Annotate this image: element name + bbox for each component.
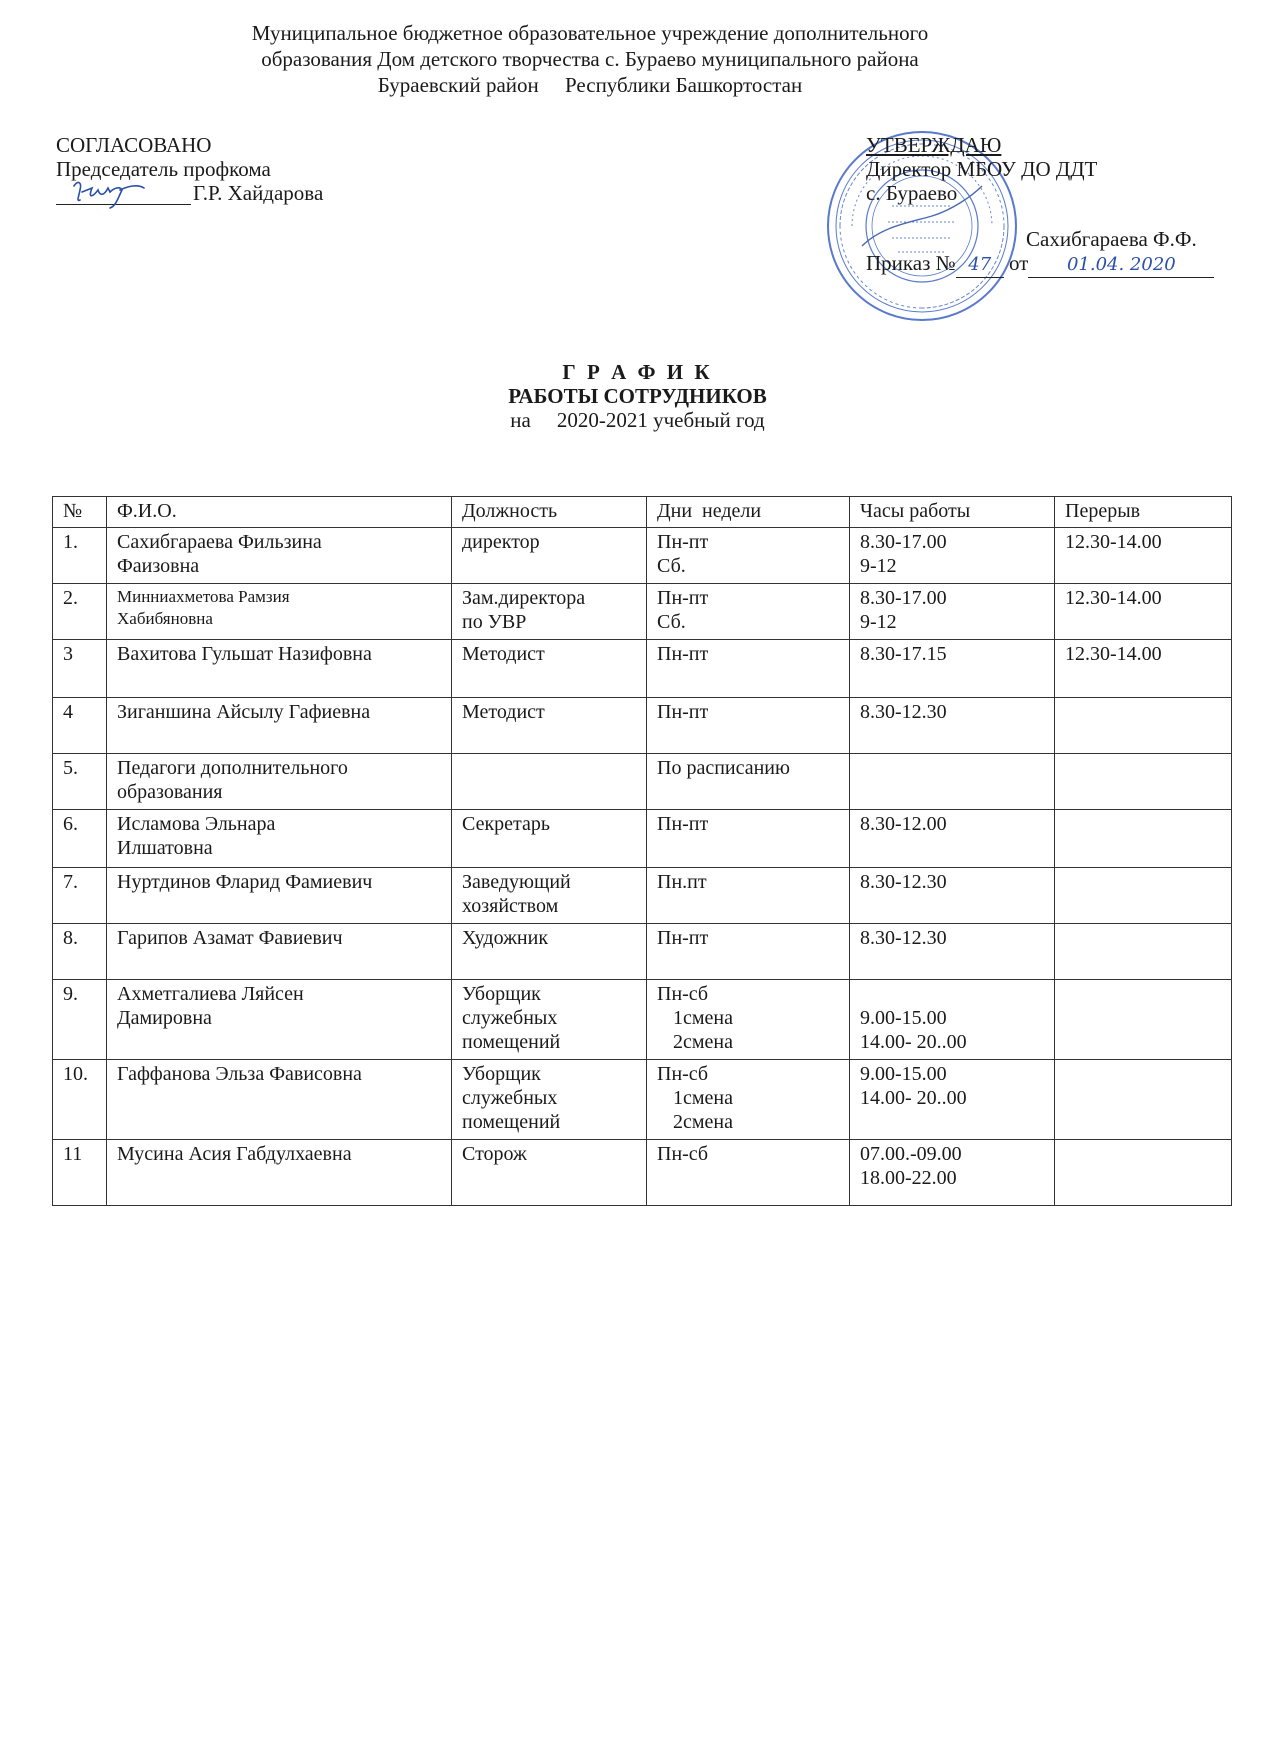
title-prefix: на xyxy=(510,408,531,432)
cell-days xyxy=(647,924,850,980)
institution-header xyxy=(180,20,1000,98)
days-line: Пн-пт xyxy=(657,587,709,609)
table-row xyxy=(53,1060,1232,1140)
name-line: Гаффанова Эльза Фависовна xyxy=(117,1063,362,1085)
cell-number: 8. xyxy=(53,924,107,980)
table-row xyxy=(53,640,1232,698)
name-line: Вахитова Гульшат Назифовна xyxy=(117,643,372,665)
cell-position xyxy=(452,698,647,754)
hours-line: 8.30-17.15 xyxy=(860,643,947,665)
agreed-signature-row xyxy=(56,181,323,205)
days-line: Пн-пт xyxy=(657,531,709,553)
cell-number: 4 xyxy=(53,698,107,754)
approved-name: Сахибгараева Ф.Ф. xyxy=(1026,227,1197,251)
position-line: помещений xyxy=(462,1031,561,1053)
days-line: Пн-пт xyxy=(657,813,709,835)
cell-position xyxy=(452,584,647,640)
cell-number: 1. xyxy=(53,528,107,584)
header-line-1: Муниципальное бюджетное образовательное учреждение дополнительного xyxy=(251,21,929,45)
cell-break xyxy=(1055,868,1232,924)
days-line: 2смена xyxy=(673,1031,733,1053)
days-line: Сб. xyxy=(657,555,686,577)
cell-full-name xyxy=(107,924,452,980)
cell-position xyxy=(452,640,647,698)
cell-hours xyxy=(850,754,1055,810)
cell-number: 3 xyxy=(53,640,107,698)
cell-break xyxy=(1055,1060,1232,1140)
cell-break xyxy=(1055,754,1232,810)
days-line: 1смена xyxy=(673,1007,733,1029)
table-row xyxy=(53,1140,1232,1206)
name-line: Дамировна xyxy=(117,1007,212,1029)
cell-break xyxy=(1055,698,1232,754)
cell-full-name xyxy=(107,868,452,924)
name-line: Зиганшина Айсылу Гафиевна xyxy=(117,701,371,723)
cell-days xyxy=(647,1060,850,1140)
hours-line: 8.30-12.30 xyxy=(860,871,947,893)
position-line: служебных xyxy=(462,1087,558,1109)
name-line: Исламова Эльнара xyxy=(117,813,276,835)
cell-number: 11 xyxy=(53,1140,107,1206)
agreed-position: Председатель профкома xyxy=(56,157,271,181)
position-line: Сторож xyxy=(462,1143,527,1165)
name-line: Ахметгалиева Ляйсен xyxy=(117,983,304,1005)
approved-place: с. Бураево xyxy=(866,181,958,205)
name-line: Педагоги дополнительного xyxy=(117,757,348,779)
hours-line: 9-12 xyxy=(860,555,897,577)
approval-agreed-block xyxy=(56,133,323,205)
cell-number: 5. xyxy=(53,754,107,810)
cell-hours xyxy=(850,1060,1055,1140)
position-line: Методист xyxy=(462,643,545,665)
col-full-name: Ф.И.О. xyxy=(107,497,452,528)
position-line: Заведующий xyxy=(462,871,571,893)
cell-position xyxy=(452,1140,647,1206)
name-line: Нуртдинов Фларид Фамиевич xyxy=(117,871,373,893)
position-line: хозяйством xyxy=(462,895,559,917)
name-line: Хабибяновна xyxy=(117,609,213,628)
cell-position xyxy=(452,754,647,810)
order-date: 01.04. 2020 xyxy=(1028,253,1214,278)
cell-position xyxy=(452,868,647,924)
days-line: Пн-сб xyxy=(657,1063,709,1085)
hours-line: 18.00-22.00 xyxy=(860,1167,957,1189)
cell-position xyxy=(452,1060,647,1140)
hours-line xyxy=(860,756,1044,780)
title-line-2: РАБОТЫ СОТРУДНИКОВ xyxy=(508,384,767,408)
approved-position: Директор МБОУ ДО ДДТ xyxy=(866,157,1098,181)
header-line-2: образования Дом детского творчества с. Бураево муниципального района xyxy=(261,47,919,71)
cell-number: 7. xyxy=(53,868,107,924)
cell-hours xyxy=(850,640,1055,698)
cell-hours xyxy=(850,698,1055,754)
cell-days xyxy=(647,810,850,868)
table-row xyxy=(53,810,1232,868)
table-row xyxy=(53,528,1232,584)
signature-line xyxy=(56,186,191,205)
order-label: Приказ № xyxy=(866,251,956,275)
cell-full-name xyxy=(107,1140,452,1206)
name-line: Фаизовна xyxy=(117,555,200,577)
cell-days xyxy=(647,868,850,924)
days-line: 1смена xyxy=(673,1087,733,1109)
table-body xyxy=(53,528,1232,1206)
hours-line: 8.30-17.00 xyxy=(860,531,947,553)
position-line: Уборщик xyxy=(462,983,541,1005)
hours-line: 9.00-15.00 xyxy=(860,1007,947,1029)
order-number: 47 xyxy=(956,253,1004,278)
position-line: Уборщик xyxy=(462,1063,541,1085)
signature-mark xyxy=(70,176,160,210)
cell-full-name xyxy=(107,754,452,810)
title-line-1: Г Р А Ф И К xyxy=(562,360,713,384)
table-row xyxy=(53,754,1232,810)
cell-break: 12.30-14.00 xyxy=(1055,640,1232,698)
approval-approved-block xyxy=(866,133,1214,278)
academic-year: 2020-2021 учебный год xyxy=(556,408,765,432)
hours-line xyxy=(860,982,1044,1006)
cell-full-name xyxy=(107,584,452,640)
position-line: Зам.директора xyxy=(462,587,586,609)
col-days: Дни недели xyxy=(647,497,850,528)
agreed-label: СОГЛАСОВАНО xyxy=(56,133,212,157)
order-from: от xyxy=(1008,251,1029,275)
hours-line: 8.30-17.00 xyxy=(860,587,947,609)
table-header-row xyxy=(53,497,1232,528)
cell-number: 6. xyxy=(53,810,107,868)
days-line: Пн.пт xyxy=(657,871,707,893)
cell-days xyxy=(647,980,850,1060)
hours-line: 8.30-12.00 xyxy=(860,813,947,835)
cell-full-name xyxy=(107,810,452,868)
cell-days xyxy=(647,584,850,640)
cell-hours xyxy=(850,924,1055,980)
approved-label: УТВЕРЖДАЮ xyxy=(866,133,1002,157)
cell-position xyxy=(452,924,647,980)
cell-position xyxy=(452,528,647,584)
col-hours: Часы работы xyxy=(850,497,1055,528)
cell-full-name xyxy=(107,528,452,584)
name-line: образования xyxy=(117,781,223,803)
days-line: 2смена xyxy=(673,1111,733,1133)
order-row xyxy=(866,251,1214,278)
days-line: Пн-пт xyxy=(657,701,709,723)
name-line: Мусина Асия Габдулхаевна xyxy=(117,1143,352,1165)
position-line: по УВР xyxy=(462,611,527,633)
cell-break: 12.30-14.00 xyxy=(1055,528,1232,584)
name-line: Сахибгараева Фильзина xyxy=(117,531,322,553)
position-line: Художник xyxy=(462,927,549,949)
name-line: Илшатовна xyxy=(117,837,213,859)
schedule-table xyxy=(52,496,1232,1206)
table-row xyxy=(53,980,1232,1060)
hours-line: 14.00- 20..00 xyxy=(860,1031,967,1053)
days-line: Сб. xyxy=(657,611,686,633)
cell-full-name xyxy=(107,1060,452,1140)
cell-full-name xyxy=(107,698,452,754)
name-line: Гарипов Азамат Фавиевич xyxy=(117,927,343,949)
cell-break xyxy=(1055,1140,1232,1206)
position-line xyxy=(462,756,636,780)
days-line: Пн-сб xyxy=(657,1143,709,1165)
table-row xyxy=(53,698,1232,754)
document-title xyxy=(0,360,1275,432)
cell-break xyxy=(1055,924,1232,980)
cell-hours xyxy=(850,1140,1055,1206)
cell-days xyxy=(647,1140,850,1206)
col-break: Перерыв xyxy=(1055,497,1232,528)
name-line: Минниахметова Рамзия xyxy=(117,587,290,606)
cell-break: 12.30-14.00 xyxy=(1055,584,1232,640)
cell-hours xyxy=(850,980,1055,1060)
col-number: № xyxy=(53,497,107,528)
hours-line: 8.30-12.30 xyxy=(860,701,947,723)
cell-hours xyxy=(850,868,1055,924)
cell-days xyxy=(647,698,850,754)
cell-hours xyxy=(850,584,1055,640)
cell-hours xyxy=(850,810,1055,868)
header-line-3: Бураевский район Республики Башкортостан xyxy=(377,73,803,97)
cell-days xyxy=(647,754,850,810)
cell-position xyxy=(452,810,647,868)
cell-number: 2. xyxy=(53,584,107,640)
hours-line: 07.00.-09.00 xyxy=(860,1143,962,1165)
position-line: директор xyxy=(462,531,540,553)
days-line: Пн-пт xyxy=(657,927,709,949)
cell-full-name xyxy=(107,980,452,1060)
hours-line: 8.30-12.30 xyxy=(860,927,947,949)
table-row xyxy=(53,584,1232,640)
cell-hours xyxy=(850,528,1055,584)
hours-line: 14.00- 20..00 xyxy=(860,1087,967,1109)
position-line: помещений xyxy=(462,1111,561,1133)
days-line: Пн-сб xyxy=(657,983,709,1005)
col-position: Должность xyxy=(452,497,647,528)
position-line: служебных xyxy=(462,1007,558,1029)
cell-days xyxy=(647,528,850,584)
position-line: Методист xyxy=(462,701,545,723)
cell-position xyxy=(452,980,647,1060)
days-line: По расписанию xyxy=(657,757,790,779)
cell-full-name xyxy=(107,640,452,698)
title-line-3 xyxy=(0,408,1275,432)
cell-number: 10. xyxy=(53,1060,107,1140)
position-line: Секретарь xyxy=(462,813,551,835)
table-row xyxy=(53,868,1232,924)
hours-line: 9.00-15.00 xyxy=(860,1063,947,1085)
cell-break xyxy=(1055,980,1232,1060)
cell-break xyxy=(1055,810,1232,868)
cell-number: 9. xyxy=(53,980,107,1060)
cell-days xyxy=(647,640,850,698)
hours-line: 9-12 xyxy=(860,611,897,633)
table-row xyxy=(53,924,1232,980)
agreed-name: Г.Р. Хайдарова xyxy=(193,181,324,205)
days-line: Пн-пт xyxy=(657,643,709,665)
